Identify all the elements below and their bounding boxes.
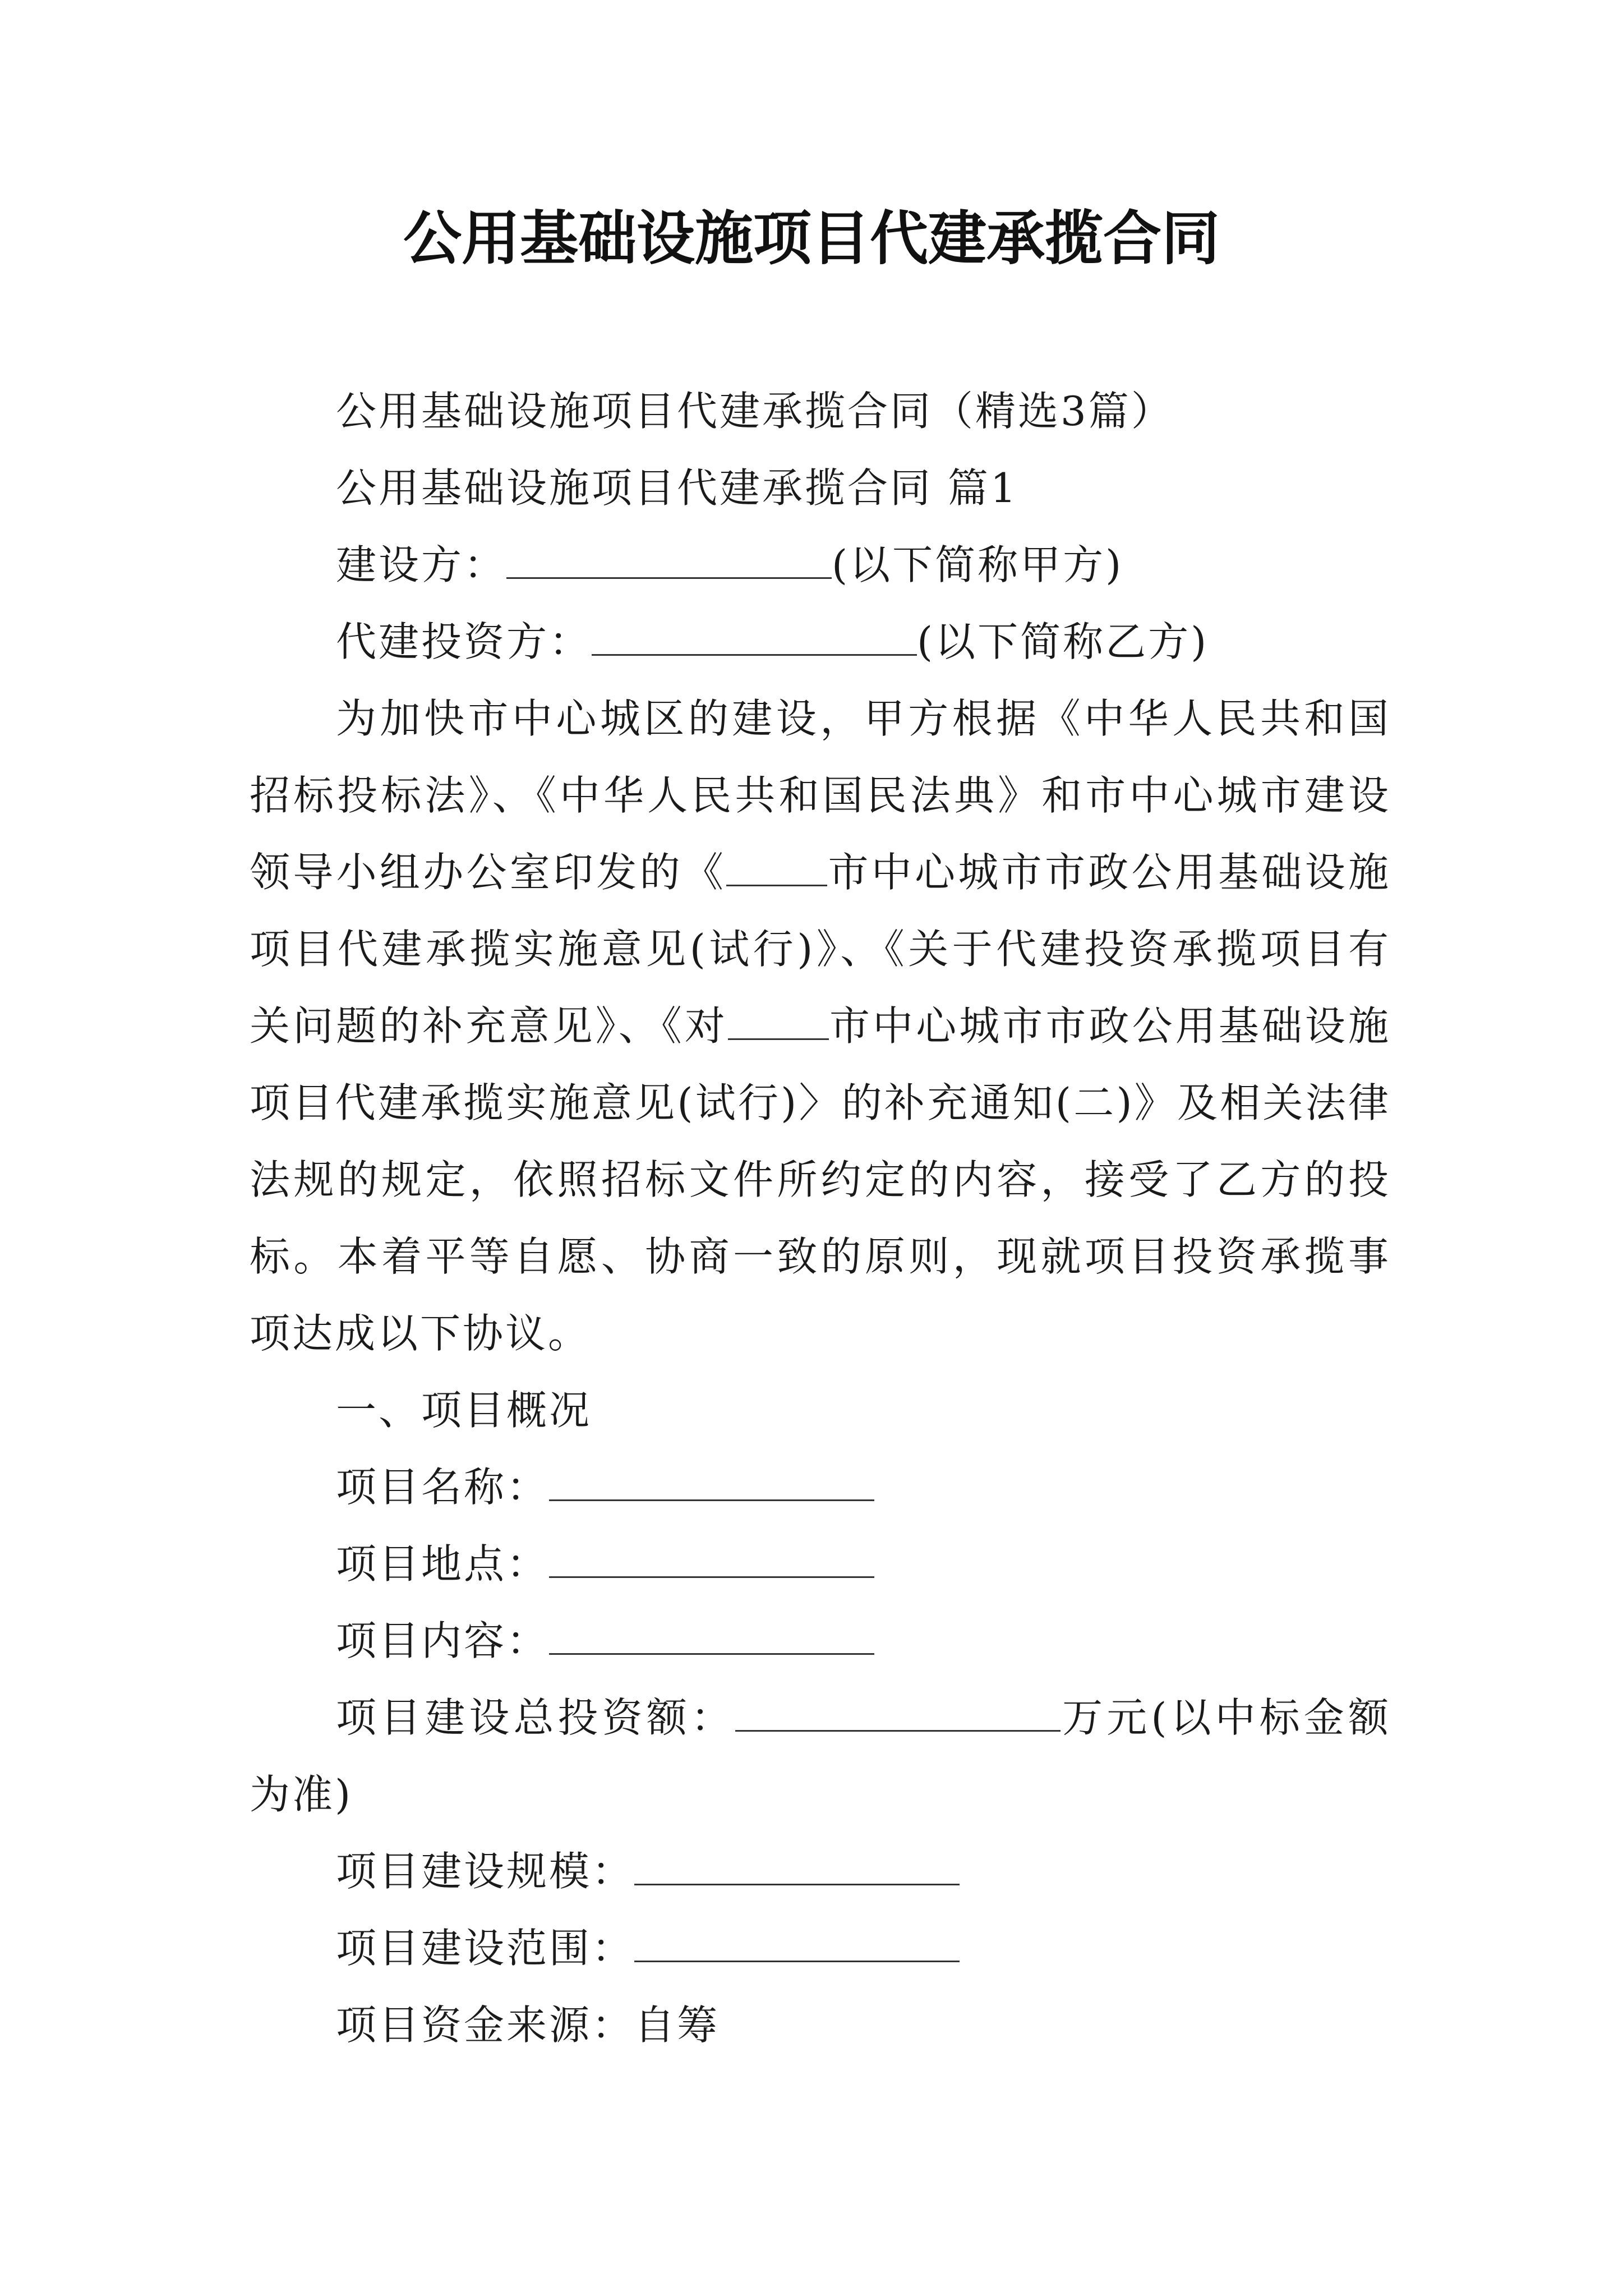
scale-line: [250, 1833, 1391, 1910]
funding-value: 自筹: [634, 2001, 720, 2049]
scale-label: 项目建设规模：: [336, 1848, 635, 1895]
party-b-suffix: (以下简称乙方): [917, 618, 1209, 665]
party-a-label: 建设方：: [336, 541, 507, 588]
funding-label: 项目资金来源：: [336, 2001, 635, 2049]
intro-part3: 市中心城市市政公用基础设施项目代建承揽实施意见(试行)〉的补充通知(二)》及相关法律法规的规定，依照招标文件所约定的内容，接受了乙方的投标。本着平等自愿、协商一致的原则，现就项目投资承揽事项达成以下协议。: [250, 1002, 1391, 1357]
party-a-blank: [506, 542, 832, 579]
total-investment-line: [250, 1680, 1391, 1833]
party-a-suffix: (以下简称甲方): [832, 541, 1124, 588]
party-b-blank: [592, 619, 917, 656]
intro-paragraph: [250, 680, 1391, 1372]
scope-blank: [634, 1926, 960, 1962]
total-investment-label: 项目建设总投资额：: [336, 1694, 736, 1741]
project-content-blank: [549, 1618, 874, 1655]
total-investment-suffix: 万元(以中标金额为准): [250, 1694, 1391, 1818]
section-heading: 公用基础设施项目代建承揽合同 篇1: [336, 464, 1018, 512]
overview-heading: 一、项目概况: [336, 1387, 592, 1434]
party-a-line: [250, 527, 1391, 604]
total-investment-blank: [735, 1695, 1061, 1732]
project-name-line: [250, 1449, 1391, 1526]
project-name-blank: [549, 1465, 874, 1501]
intro-blank-1: [726, 850, 827, 886]
project-content-label: 项目内容：: [336, 1617, 550, 1664]
party-b-label: 代建投资方：: [336, 618, 592, 665]
scale-blank: [634, 1849, 960, 1885]
party-b-line: [250, 604, 1391, 680]
document-title: 公用基础设施项目代建承揽合同: [403, 204, 1220, 273]
scope-label: 项目建设范围：: [336, 1925, 635, 1972]
project-location-blank: [549, 1542, 874, 1578]
intro-part1: 为加快市中心城区的建设，甲方根据《中华人民共和国招标投标法》、《中华人民共和国民法典》和市中心城市建设领导小组办公室印发的《: [250, 695, 1391, 896]
project-location-label: 项目地点：: [336, 1540, 550, 1588]
project-name-label: 项目名称：: [336, 1464, 550, 1511]
scope-line: [250, 1910, 1391, 1987]
project-content-line: [250, 1603, 1391, 1680]
document-subtitle: 公用基础设施项目代建承揽合同（精选3篇）: [336, 388, 1174, 435]
intro-blank-2: [728, 1004, 829, 1040]
funding-line: [250, 1987, 1391, 2064]
intro-part2: 市中心城市市政公用基础设施项目代建承揽实施意见(试行)》、《关于代建投资承揽项目有关问题的补充意见》、《对: [250, 849, 1391, 1050]
project-location-line: [250, 1526, 1391, 1603]
document-body: [250, 373, 1391, 2064]
